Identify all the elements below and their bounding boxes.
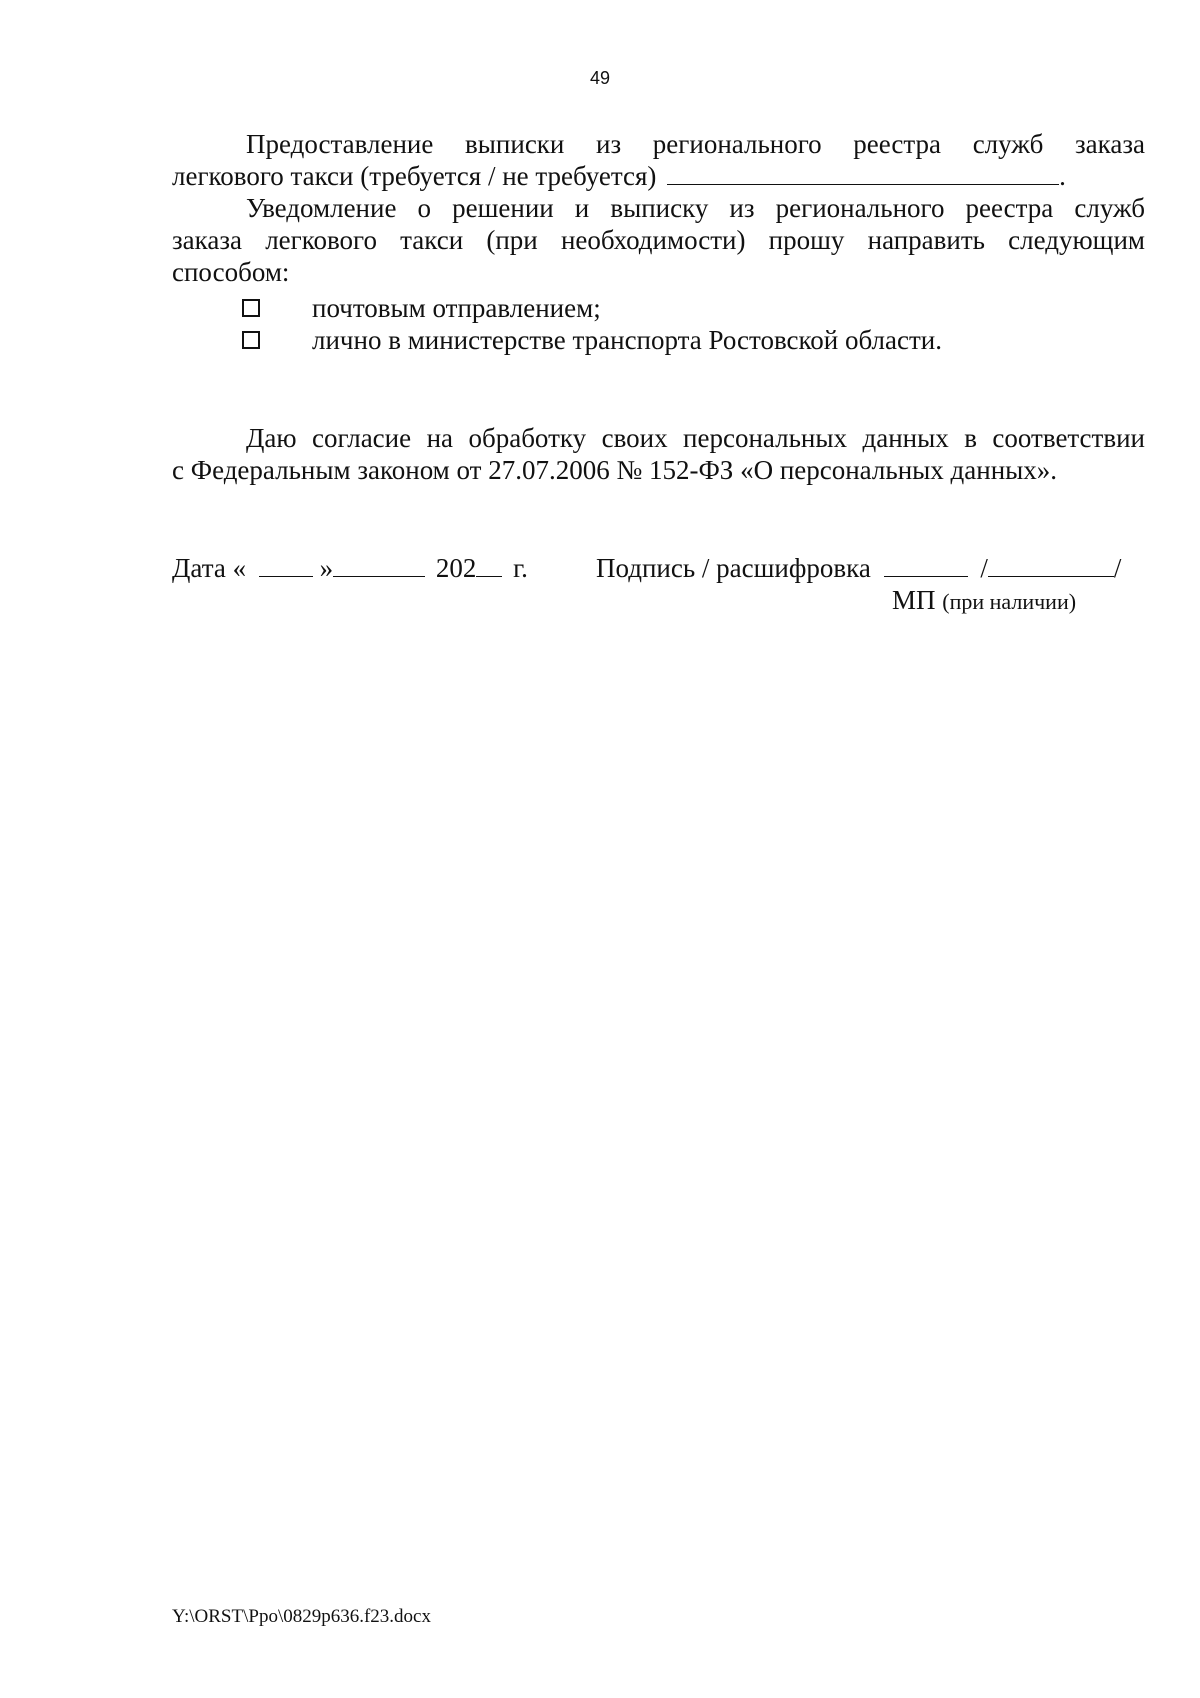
signature-blank-field[interactable] bbox=[884, 554, 968, 577]
extract-line-period: . bbox=[1059, 161, 1066, 191]
delivery-option-in-person[interactable] bbox=[242, 324, 942, 356]
page-number: 49 bbox=[589, 68, 611, 88]
date-close-quote: » bbox=[319, 553, 334, 583]
extract-request-line-1: Предоставление выписки из регионального реестра служб заказа bbox=[246, 129, 1145, 159]
extract-request-text: легкового такси (требуется / не требуется) bbox=[172, 161, 657, 191]
consent-paragraph bbox=[172, 422, 1145, 486]
extract-request-line-2 bbox=[172, 160, 1145, 192]
delivery-options-list bbox=[242, 292, 942, 356]
checkbox-icon[interactable] bbox=[242, 299, 260, 317]
extract-request-paragraph bbox=[172, 128, 1145, 192]
signature-slash-middle: / bbox=[980, 553, 988, 583]
date-label: Дата « bbox=[172, 553, 247, 583]
year-prefix: 202 bbox=[435, 553, 477, 583]
notification-line-1: Уведомление о решении и выписку из регионального реестра служб bbox=[246, 193, 1145, 223]
stamp-placeholder bbox=[892, 584, 1076, 618]
name-decoding-blank-field[interactable] bbox=[988, 554, 1114, 577]
signature-slash-end: / bbox=[1113, 553, 1122, 583]
month-blank-field[interactable] bbox=[333, 554, 425, 577]
consent-line-1: Даю согласие на обработку своих персональных данных в соответствии bbox=[246, 423, 1145, 453]
year-blank-field[interactable] bbox=[476, 554, 502, 577]
delivery-option-label: почтовым отправлением; bbox=[312, 293, 601, 323]
stamp-label: МП bbox=[892, 585, 936, 615]
day-blank-field[interactable] bbox=[259, 554, 313, 577]
notification-paragraph bbox=[172, 192, 1145, 288]
notification-line-3: способом: bbox=[172, 257, 290, 287]
delivery-option-label: лично в министерстве транспорта Ростовской области. bbox=[312, 325, 942, 355]
checkbox-icon[interactable] bbox=[242, 331, 260, 349]
year-suffix: г. bbox=[513, 553, 528, 583]
date-field-group bbox=[172, 552, 528, 584]
signature-field-group bbox=[596, 552, 1121, 584]
stamp-note: (при наличии) bbox=[942, 589, 1077, 614]
consent-line-2: с Федеральным законом от 27.07.2006 № 152-ФЗ «О персональных данных». bbox=[172, 455, 1058, 485]
notification-line-2: заказа легкового такси (при необходимости) прошу направить следующим bbox=[172, 225, 1145, 255]
delivery-option-mail[interactable] bbox=[242, 292, 942, 324]
signature-label: Подпись / расшифровка bbox=[596, 553, 871, 583]
footer-file-path: Y:\ORST\Ppo\0829p636.f23.docx bbox=[172, 1606, 431, 1627]
extract-required-field[interactable] bbox=[667, 160, 1059, 185]
